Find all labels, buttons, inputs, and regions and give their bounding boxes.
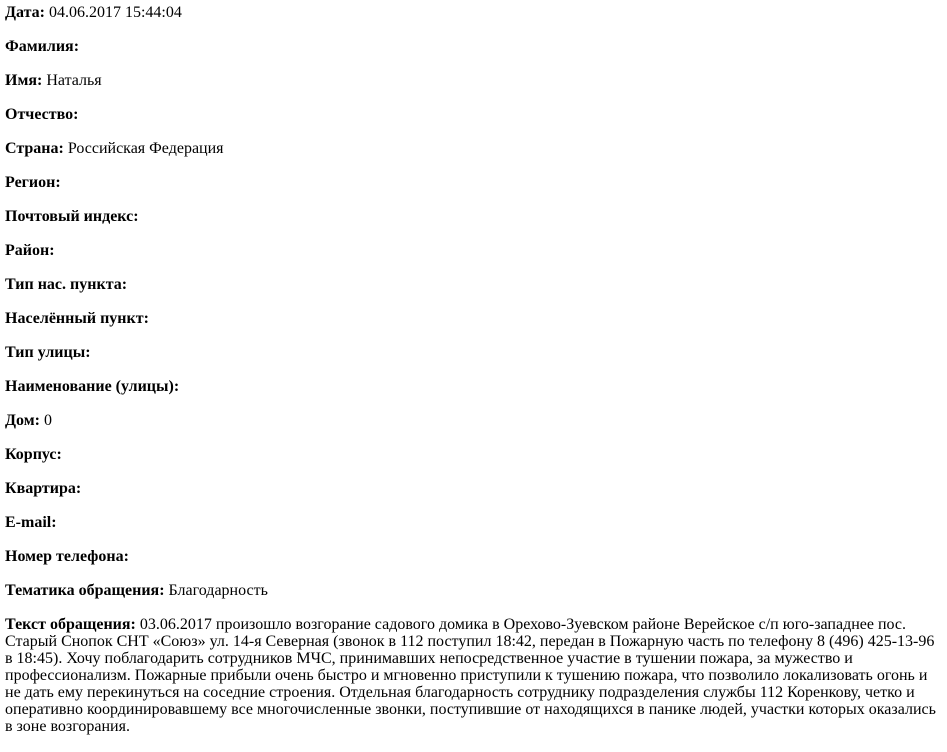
- field-postal-code: [5, 208, 941, 225]
- field-label: Регион:: [5, 174, 61, 191]
- field-settlement: [5, 310, 941, 327]
- field-district: [5, 242, 941, 259]
- field-country: [5, 140, 941, 157]
- field-house: [5, 412, 941, 429]
- field-settlement-type: [5, 276, 941, 293]
- field-label: Корпус:: [5, 446, 62, 463]
- field-region: [5, 174, 941, 191]
- field-label: E-mail:: [5, 514, 57, 531]
- field-message: [5, 616, 941, 735]
- field-label: Номер телефона:: [5, 548, 129, 565]
- field-label: Дом:: [5, 412, 40, 429]
- field-label: Наименование (улицы):: [5, 378, 180, 395]
- field-last-name: [5, 38, 941, 55]
- field-value: Наталья: [46, 72, 102, 89]
- field-label: Район:: [5, 242, 55, 259]
- field-phone: [5, 548, 941, 565]
- field-patronymic: [5, 106, 941, 123]
- field-topic: [5, 582, 941, 599]
- field-label: Квартира:: [5, 480, 82, 497]
- message-text: 03.06.2017 произошло возгорание садового домика в Орехово-Зуевском районе Верейское с/п юго-западнее пос. Старый Снопок СНТ «Союз» ул. 14-я Северная (звонок в 112 поступил 18:42, передан в Пожарную часть по телефону 8 (496) 425-13-96 в 18:45). Хочу поблагодарить сотрудников МЧС, принимавших непосредственное участие в тушении пожара, за мужество и профессионализм. Пожарные прибыли очень быстро и мгновенно приступили к тушению пожара, что позволило локализовать огонь и не дать ему перекинуться на соседние строения. Отдельная благодарность сотруднику подразделения службы 112 Коренкову, четко и оперативно координировавшему все многочисленные звонки, поступившие от находящихся в панике людей, участки которых оказались в зоне возгорания.: [5, 616, 936, 735]
- field-label: Тип улицы:: [5, 344, 91, 361]
- field-date: [5, 4, 941, 21]
- message-label: Текст обращения:: [5, 616, 136, 633]
- field-label: Фамилия:: [5, 38, 80, 55]
- field-value: Благодарность: [168, 582, 268, 599]
- field-label: Населённый пункт:: [5, 310, 149, 327]
- field-label: Страна:: [5, 140, 64, 157]
- field-label: Тематика обращения:: [5, 582, 165, 599]
- field-email: [5, 514, 941, 531]
- field-street-name: [5, 378, 941, 395]
- field-label: Отчество:: [5, 106, 79, 123]
- field-street-type: [5, 344, 941, 361]
- field-first-name: [5, 72, 941, 89]
- field-label: Имя:: [5, 72, 43, 89]
- field-value: Российская Федерация: [67, 140, 224, 157]
- field-value: 0: [43, 412, 52, 429]
- field-building: [5, 446, 941, 463]
- field-label: Тип нас. пункта:: [5, 276, 128, 293]
- field-label: Почтовый индекс:: [5, 208, 139, 225]
- field-label: Дата:: [5, 4, 45, 21]
- field-value: 04.06.2017 15:44:04: [48, 4, 182, 21]
- field-apartment: [5, 480, 941, 497]
